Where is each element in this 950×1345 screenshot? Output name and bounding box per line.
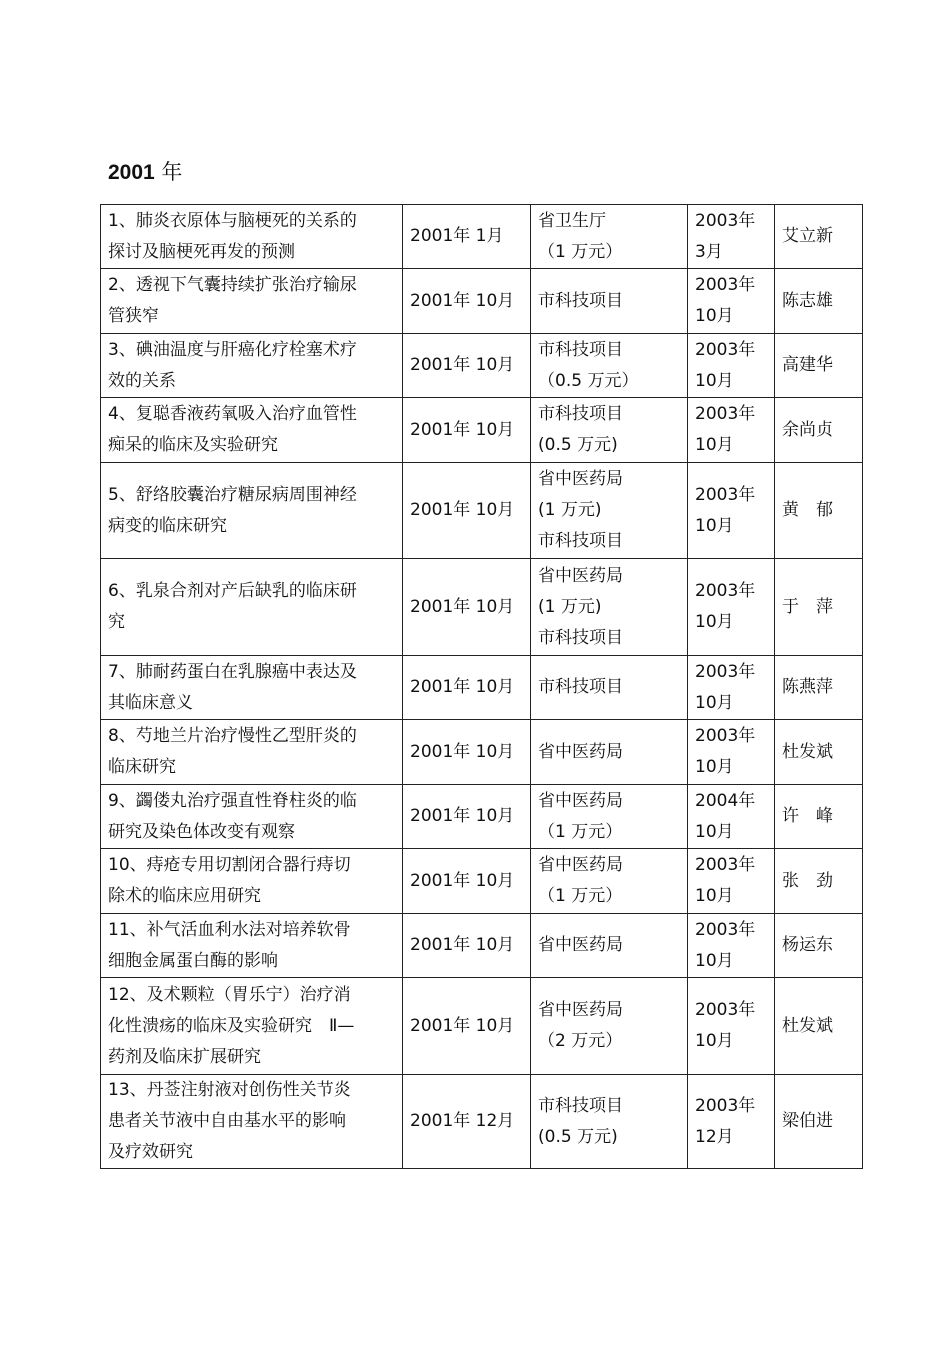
table-row (101, 978, 863, 1075)
end-date-cell: 2003年 10月 (688, 463, 775, 559)
project-title-cell: 5、舒络胶囊治疗糖尿病周围神经 病变的临床研究 (101, 463, 403, 559)
table-row (101, 785, 863, 849)
project-leader-cell: 杜发斌 (775, 978, 863, 1075)
start-date-cell: 2001年 10月 (403, 559, 531, 656)
project-leader-cell: 于 萍 (775, 559, 863, 656)
project-title-cell: 13、丹莶注射液对创伤性关节炎 患者关节液中自由基水平的影响 及疗效研究 (101, 1075, 403, 1169)
table-row (101, 914, 863, 978)
funding-source-cell: 市科技项目 (0.5 万元) (531, 398, 688, 463)
project-leader-cell: 陈志雄 (775, 269, 863, 334)
start-date-cell: 2001年 10月 (403, 785, 531, 849)
start-date-cell: 2001年 10月 (403, 914, 531, 978)
table-row (101, 559, 863, 656)
funding-source-cell: 市科技项目 (531, 269, 688, 334)
end-date-cell: 2004年 10月 (688, 785, 775, 849)
start-date-cell: 2001年 12月 (403, 1075, 531, 1169)
end-date-cell: 2003年 3月 (688, 205, 775, 269)
project-title-cell: 8、芍地兰片治疗慢性乙型肝炎的 临床研究 (101, 720, 403, 785)
funding-source-cell: 市科技项目 (531, 656, 688, 720)
funding-source-cell: 省中医药局 (531, 720, 688, 785)
funding-source-cell: 省中医药局 (1 万元) 市科技项目 (531, 559, 688, 656)
start-date-cell: 2001年 10月 (403, 269, 531, 334)
project-title-cell: 10、痔疮专用切割闭合器行痔切 除术的临床应用研究 (101, 849, 403, 914)
start-date-cell: 2001年 10月 (403, 334, 531, 398)
end-date-cell: 2003年 10月 (688, 559, 775, 656)
funding-source-cell: 省中医药局 (531, 914, 688, 978)
end-date-cell: 2003年 12月 (688, 1075, 775, 1169)
project-leader-cell: 余尚贞 (775, 398, 863, 463)
table-row (101, 1075, 863, 1169)
funding-source-cell: 省卫生厅 （1 万元） (531, 205, 688, 269)
start-date-cell: 2001年 10月 (403, 978, 531, 1075)
start-date-cell: 2001年 10月 (403, 720, 531, 785)
table-row (101, 656, 863, 720)
start-date-cell: 2001年 10月 (403, 849, 531, 914)
table-row (101, 334, 863, 398)
project-leader-cell: 梁伯进 (775, 1075, 863, 1169)
project-leader-cell: 杨运东 (775, 914, 863, 978)
heading-suffix: 年 (161, 160, 183, 184)
project-title-cell: 1、肺炎衣原体与脑梗死的关系的 探讨及脑梗死再发的预测 (101, 205, 403, 269)
project-table-body (101, 205, 863, 1169)
end-date-cell: 2003年 10月 (688, 269, 775, 334)
project-leader-cell: 陈燕萍 (775, 656, 863, 720)
table-row (101, 849, 863, 914)
table-row (101, 463, 863, 559)
heading-year: 2001 (108, 161, 155, 184)
end-date-cell: 2003年 10月 (688, 334, 775, 398)
funding-source-cell: 省中医药局 （1 万元） (531, 785, 688, 849)
table-row (101, 720, 863, 785)
funding-source-cell: 省中医药局 (1 万元) 市科技项目 (531, 463, 688, 559)
funding-source-cell: 市科技项目 (0.5 万元) (531, 1075, 688, 1169)
end-date-cell: 2003年 10月 (688, 849, 775, 914)
project-title-cell: 6、乳泉合剂对产后缺乳的临床研 究 (101, 559, 403, 656)
funding-source-cell: 市科技项目 （0.5 万元） (531, 334, 688, 398)
end-date-cell: 2003年 10月 (688, 398, 775, 463)
project-title-cell: 2、透视下气囊持续扩张治疗输尿 管狭窄 (101, 269, 403, 334)
funding-source-cell: 省中医药局 （1 万元） (531, 849, 688, 914)
project-leader-cell: 许 峰 (775, 785, 863, 849)
start-date-cell: 2001年 10月 (403, 656, 531, 720)
project-title-cell: 9、蠲偻丸治疗强直性脊柱炎的临 研究及染色体改变有观察 (101, 785, 403, 849)
project-title-cell: 7、肺耐药蛋白在乳腺癌中表达及 其临床意义 (101, 656, 403, 720)
project-title-cell: 4、复聪香液药氧吸入治疗血管性 痴呆的临床及实验研究 (101, 398, 403, 463)
project-leader-cell: 杜发斌 (775, 720, 863, 785)
funding-source-cell: 省中医药局 （2 万元） (531, 978, 688, 1075)
project-leader-cell: 张 劲 (775, 849, 863, 914)
table-row (101, 398, 863, 463)
end-date-cell: 2003年 10月 (688, 656, 775, 720)
table-row (101, 205, 863, 269)
end-date-cell: 2003年 10月 (688, 720, 775, 785)
project-title-cell: 12、及术颗粒（胃乐宁）治疗消 化性溃疡的临床及实验研究 Ⅱ— 药剂及临床扩展研究 (101, 978, 403, 1075)
start-date-cell: 2001年 10月 (403, 398, 531, 463)
section-heading (108, 158, 182, 187)
start-date-cell: 2001年 1月 (403, 205, 531, 269)
table-row (101, 269, 863, 334)
end-date-cell: 2003年 10月 (688, 978, 775, 1075)
project-table (100, 204, 863, 1169)
end-date-cell: 2003年 10月 (688, 914, 775, 978)
project-title-cell: 3、碘油温度与肝癌化疗栓塞术疗 效的关系 (101, 334, 403, 398)
project-leader-cell: 黄 郁 (775, 463, 863, 559)
project-title-cell: 11、补气活血利水法对培养软骨 细胞金属蛋白酶的影响 (101, 914, 403, 978)
project-leader-cell: 艾立新 (775, 205, 863, 269)
start-date-cell: 2001年 10月 (403, 463, 531, 559)
project-leader-cell: 高建华 (775, 334, 863, 398)
